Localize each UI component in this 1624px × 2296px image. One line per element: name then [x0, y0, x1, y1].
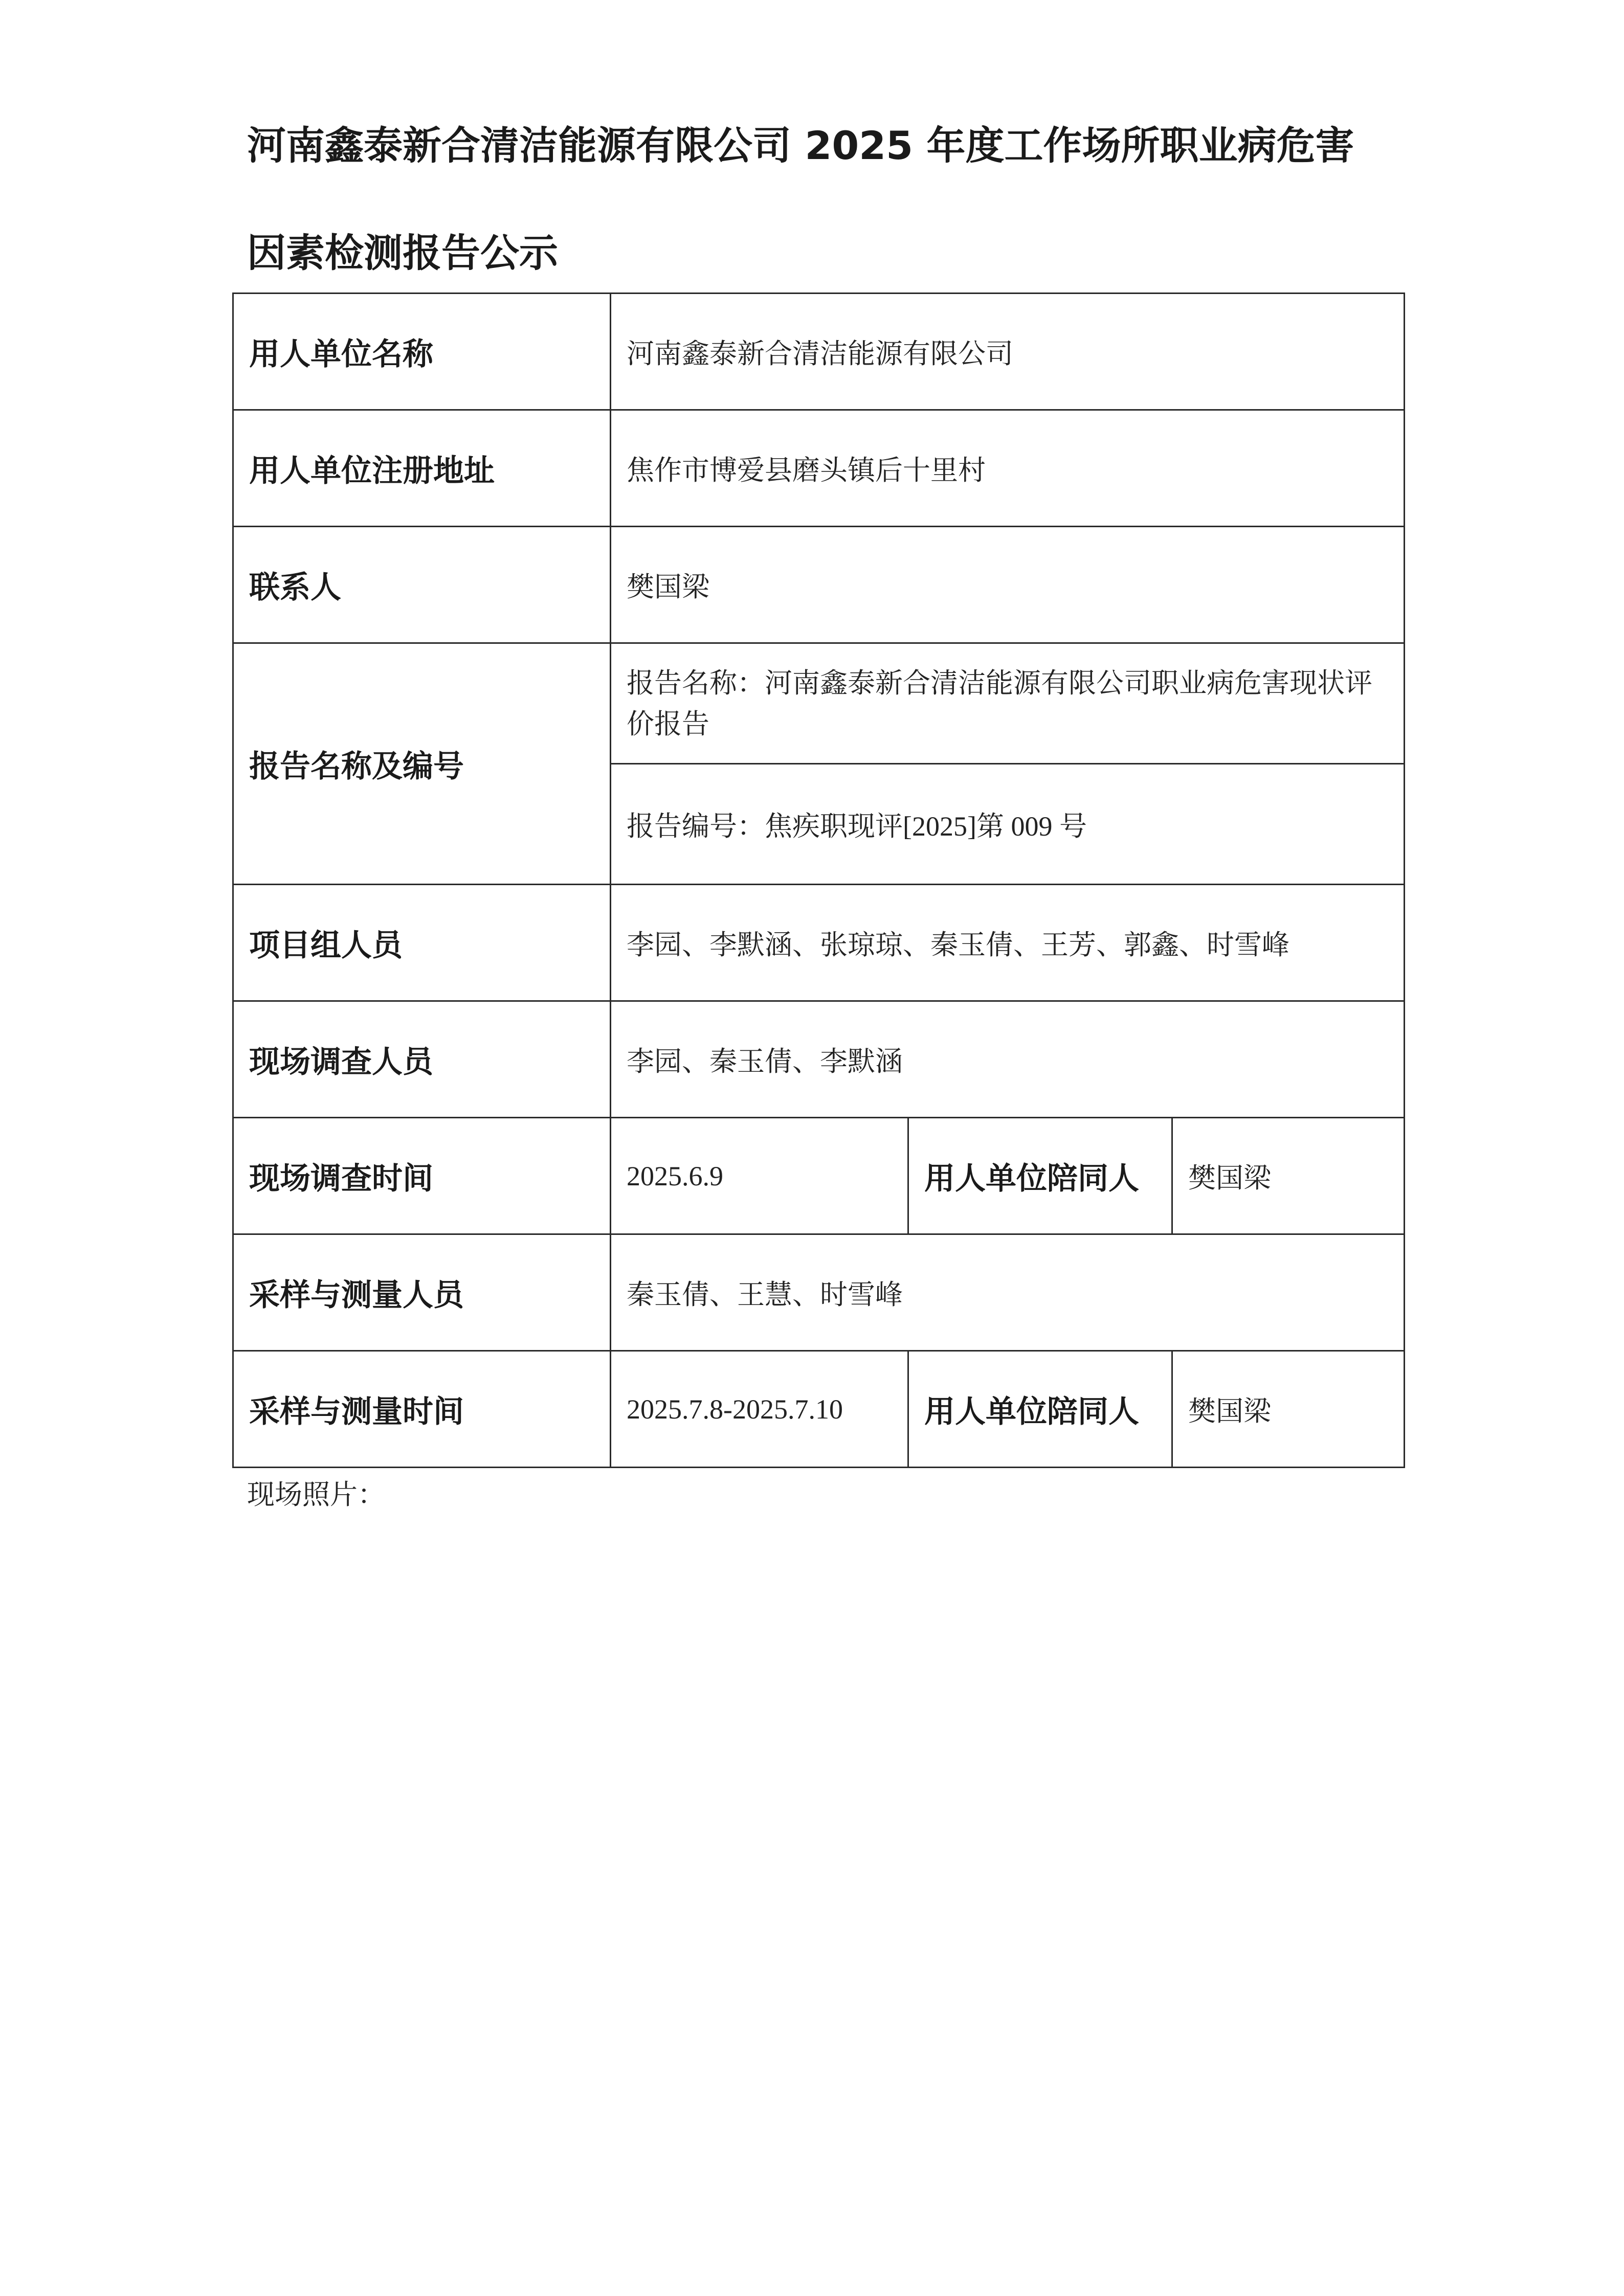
page-title-line-2: 因素检测报告公示: [247, 230, 558, 276]
survey-escort-label: 用人单位陪同人: [908, 1118, 1172, 1234]
site-photos-caption: 现场照片：: [247, 1479, 385, 1510]
row-project-team: [233, 885, 1405, 1001]
employer-address-label: 用人单位注册地址: [233, 410, 611, 527]
employer-name-label: 用人单位名称: [233, 294, 611, 410]
page-title: [247, 92, 1403, 307]
row-report-name: [233, 643, 1405, 764]
survey-time-value: 2025.6.9: [611, 1118, 908, 1234]
survey-staff-label: 现场调查人员: [233, 1001, 611, 1118]
employer-name-value: 河南鑫泰新合清洁能源有限公司: [611, 294, 1405, 410]
sampling-escort-value: 樊国梁: [1172, 1351, 1405, 1468]
sampling-time-value: 2025.7.8-2025.7.10: [611, 1351, 908, 1468]
employer-address-value: 焦作市博爱县磨头镇后十里村: [611, 410, 1405, 527]
survey-escort-value: 樊国梁: [1172, 1118, 1405, 1234]
sampling-escort-label: 用人单位陪同人: [908, 1351, 1172, 1468]
survey-staff-value: 李园、秦玉倩、李默涵: [611, 1001, 1405, 1118]
report-number-value: 报告编号：焦疾职现评[2025]第 009 号: [611, 764, 1405, 885]
project-team-value: 李园、李默涵、张琼琼、秦玉倩、王芳、郭鑫、时雪峰: [611, 885, 1405, 1001]
contact-label: 联系人: [233, 527, 611, 643]
report-label: 报告名称及编号: [233, 643, 611, 885]
row-survey-staff: [233, 1001, 1405, 1118]
info-table: [232, 292, 1405, 1468]
report-name-value: 报告名称：河南鑫泰新合清洁能源有限公司职业病危害现状评价报告: [611, 643, 1405, 764]
row-contact: [233, 527, 1405, 643]
project-team-label: 项目组人员: [233, 885, 611, 1001]
row-employer-address: [233, 410, 1405, 527]
sampling-time-label: 采样与测量时间: [233, 1351, 611, 1468]
row-survey-time: [233, 1118, 1405, 1234]
sampling-staff-value: 秦玉倩、王慧、时雪峰: [611, 1234, 1405, 1351]
row-employer-name: [233, 294, 1405, 410]
sampling-staff-label: 采样与测量人员: [233, 1234, 611, 1351]
survey-time-label: 现场调查时间: [233, 1118, 611, 1234]
row-sampling-time: [233, 1351, 1405, 1468]
page-title-line-1: 河南鑫泰新合清洁能源有限公司 2025 年度工作场所职业病危害: [247, 123, 1354, 168]
row-sampling-staff: [233, 1234, 1405, 1351]
contact-value: 樊国梁: [611, 527, 1405, 643]
